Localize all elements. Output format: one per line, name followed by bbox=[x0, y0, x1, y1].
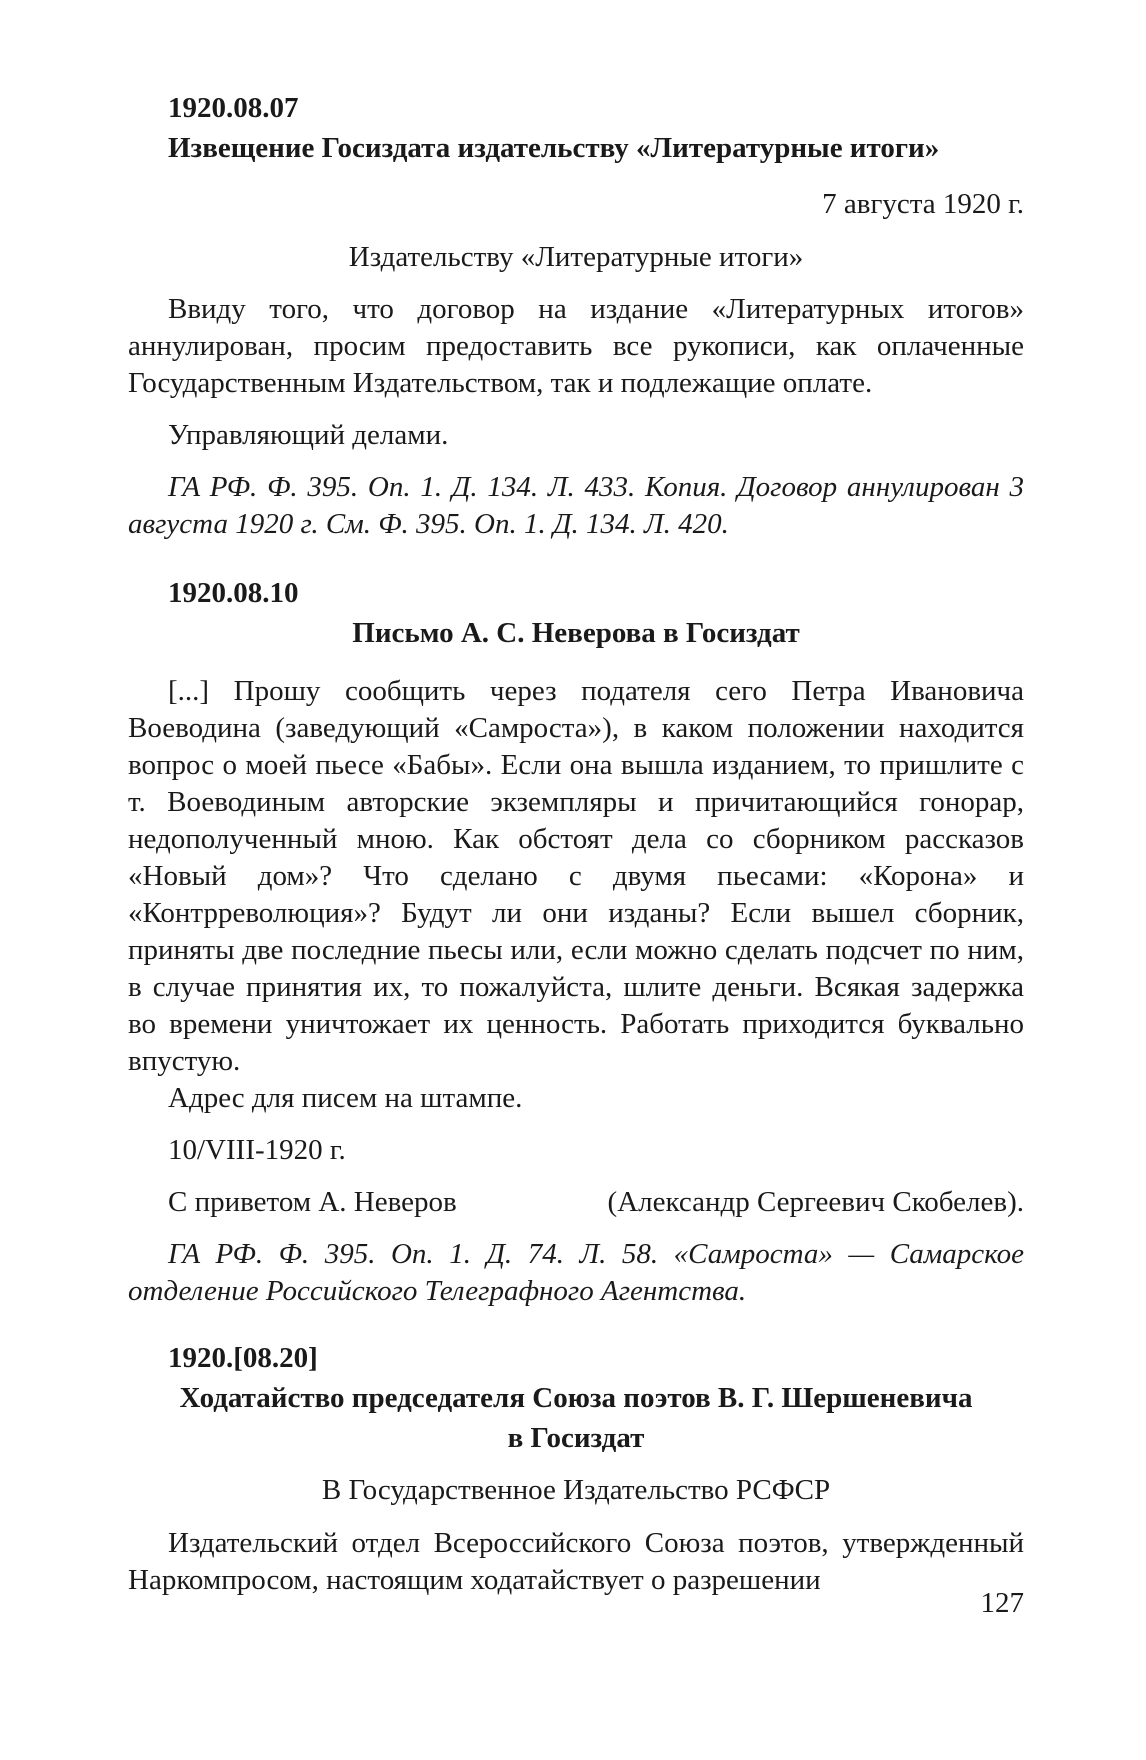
doc2-signature-row bbox=[168, 1184, 1024, 1221]
doc1-body: Ввиду того, что договор на издание «Литературных итогов» аннулирован, просим предоставить все рукописи, как оплаченные Государственным Издательством, так и подлежащие оплате. bbox=[128, 293, 1024, 399]
doc3-body: Издательский отдел Всероссийского Союза поэтов, утвержденный Наркомпросом, настоящим ходатайствует о разрешении bbox=[128, 1527, 1024, 1596]
doc1-signature: Управляющий делами. bbox=[168, 419, 449, 451]
doc3-section bbox=[128, 1338, 1024, 1599]
doc3-date: 1920.[08.20] bbox=[168, 1342, 318, 1374]
doc1-source: ГА РФ. Ф. 395. Оп. 1. Д. 134. Л. 433. Копия. Договор аннулирован 3 августа 1920 г. См. Ф. 395. Оп. 1. Д. 134. Л. 420. bbox=[128, 471, 1024, 540]
doc2-body: [...] Прошу сообщить через подателя сего Петра Ивановича Воеводина (заведующий «Самроста»), в каком положении находится вопрос о моей пьесе «Бабы». Если она вышла изданием, то пришлите с т. Воеводиным авторские экземпляры и причитающийся гонорар, недополученный мною. Как обстоят дела со сборником рассказов «Новый дом»? Что сделано с двумя пьесами: «Корона» и «Контрреволюция»? Будут ли они изданы? Если вышел сборник, приняты две последние пьесы или, если можно сделать подсчет по ним, в случае принятия их, то пожалуйста, шлите деньги. Всякая задержка во времени уничтожает их ценность. Работать приходится буквально впустую. bbox=[128, 675, 1024, 1077]
doc1-date: 1920.08.07 bbox=[168, 92, 299, 124]
doc3-title-line1: Ходатайство председателя Союза поэтов В. Г. Шершеневича bbox=[179, 1382, 973, 1414]
doc1-section bbox=[128, 88, 1024, 543]
doc2-letter-date: 10/VIII-1920 г. bbox=[168, 1134, 346, 1166]
doc2-title: Письмо А. С. Неверова в Госиздат bbox=[352, 617, 800, 649]
doc2-address-note: Адрес для писем на штампе. bbox=[168, 1082, 523, 1114]
doc3-title-line2: в Госиздат bbox=[507, 1422, 645, 1454]
doc1-dateline: 7 августа 1920 г. bbox=[822, 188, 1024, 220]
document-page bbox=[128, 88, 1024, 1599]
doc2-section bbox=[128, 573, 1024, 1310]
doc3-addressee: В Государственное Издательство РСФСР bbox=[321, 1474, 831, 1506]
doc2-signature-left: С приветом А. Неверов bbox=[168, 1186, 457, 1218]
doc2-date: 1920.08.10 bbox=[168, 577, 299, 609]
page-number: 127 bbox=[980, 1587, 1024, 1619]
doc2-signature-right: (Александр Сергеевич Скобелев). bbox=[607, 1186, 1024, 1218]
doc2-source: ГА РФ. Ф. 395. Оп. 1. Д. 74. Л. 58. «Самроста» — Самарское отделение Российского Телеграфного Агентства. bbox=[128, 1238, 1024, 1307]
doc1-title: Извещение Госиздата издательству «Литературные итоги» bbox=[168, 132, 940, 164]
doc1-addressee: Издательству «Литературные итоги» bbox=[348, 241, 804, 273]
